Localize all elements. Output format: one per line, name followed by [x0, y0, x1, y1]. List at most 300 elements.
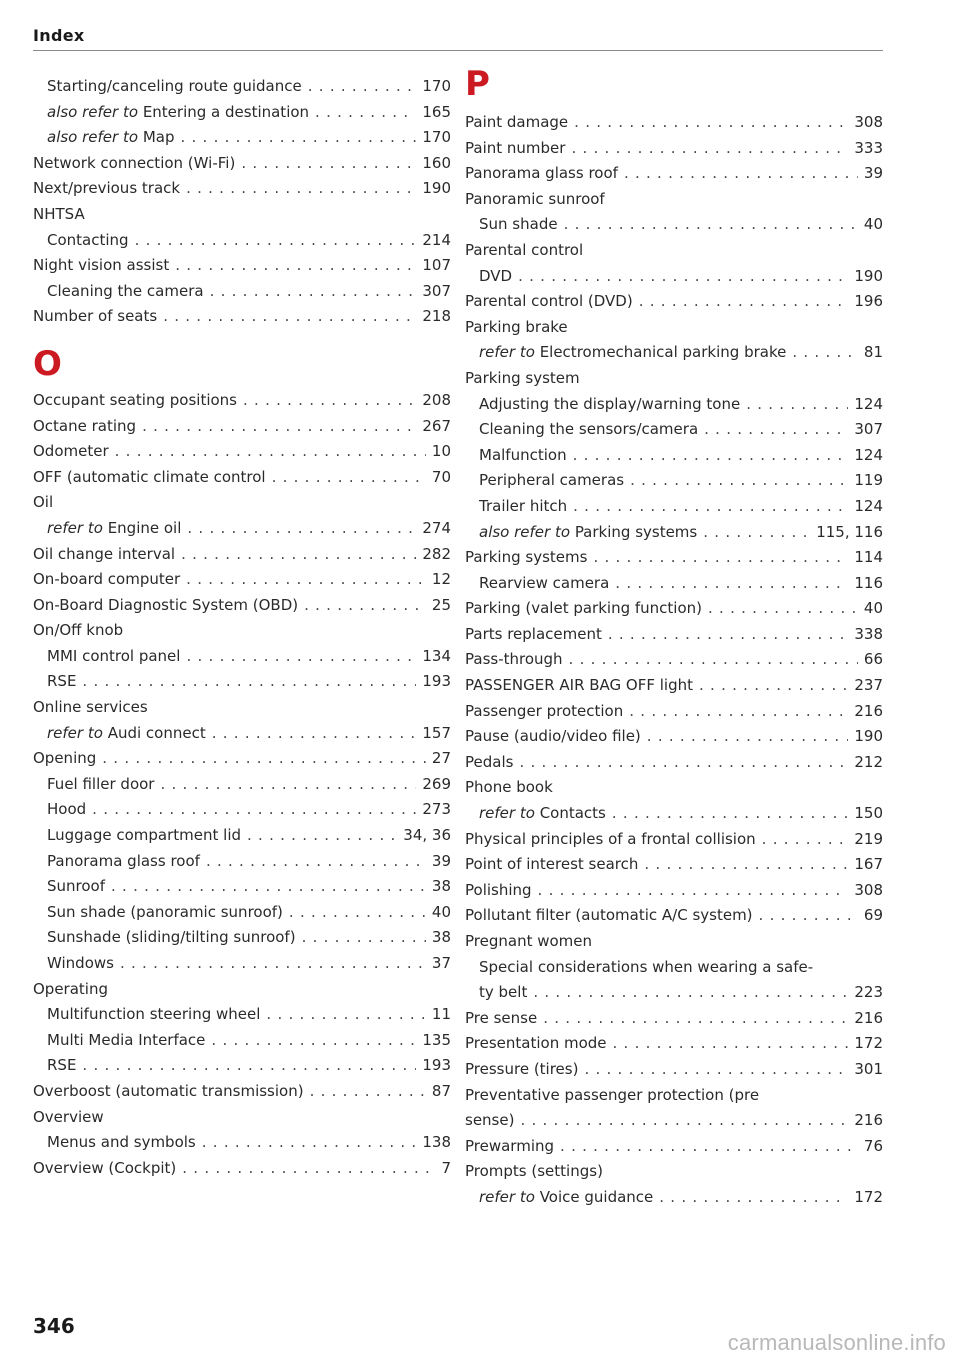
page-reference: 116	[854, 573, 883, 592]
index-term: Number of seats	[33, 307, 158, 326]
index-term: Pause (audio/video file)	[465, 727, 641, 746]
page-reference: 218	[422, 307, 451, 326]
cross-reference-label: refer to	[479, 1187, 535, 1206]
index-heading	[465, 929, 883, 955]
dot-leader	[564, 212, 858, 238]
page-reference: 282	[422, 544, 451, 563]
dot-leader	[243, 388, 416, 414]
index-entry	[33, 925, 451, 951]
index-heading	[33, 202, 451, 228]
cross-reference-target: Entering a destination	[142, 102, 310, 121]
index-entry	[465, 699, 883, 725]
page-reference: 170	[422, 128, 451, 147]
index-entry	[465, 724, 883, 750]
page-reference: 81	[863, 343, 883, 362]
dot-leader	[519, 750, 848, 776]
index-entry	[33, 1156, 451, 1182]
dot-leader	[630, 468, 848, 494]
dot-leader	[102, 746, 426, 772]
index-entry	[465, 647, 883, 673]
dot-leader	[247, 823, 397, 849]
page-reference: 12	[431, 570, 451, 589]
index-term: Parental control (DVD)	[465, 292, 633, 311]
index-entry	[33, 439, 451, 465]
index-term: Polishing	[465, 880, 532, 899]
index-entry	[33, 414, 451, 440]
index-term: Point of interest search	[465, 855, 639, 874]
index-entry	[465, 1006, 883, 1032]
page-reference: 87	[431, 1081, 451, 1100]
index-term: ty belt	[479, 983, 528, 1002]
index-entry	[33, 1130, 451, 1156]
dot-leader	[160, 772, 416, 798]
dot-leader	[272, 465, 426, 491]
dot-leader	[181, 542, 416, 568]
index-entry	[465, 392, 883, 418]
page-reference: 216	[854, 701, 883, 720]
index-entry	[465, 750, 883, 776]
page-reference: 107	[422, 256, 451, 275]
index-entry	[33, 74, 451, 100]
header-divider	[33, 50, 883, 51]
index-entry	[465, 340, 883, 366]
index-entry	[465, 801, 883, 827]
dot-leader	[186, 176, 416, 202]
index-term: Preventative passenger protection (pre	[465, 1085, 760, 1104]
page-reference: 308	[854, 113, 883, 131]
index-term: Sun shade	[479, 215, 558, 234]
index-term: Overview	[33, 1107, 104, 1126]
page-reference: 216	[854, 1111, 883, 1130]
page-reference: 25	[431, 595, 451, 614]
page-reference: 165	[422, 102, 451, 121]
index-entry	[33, 567, 451, 593]
dot-leader	[175, 253, 416, 279]
page-reference: 124	[854, 394, 883, 413]
index-term: Prewarming	[465, 1136, 555, 1155]
index-entry	[33, 176, 451, 202]
index-entry	[465, 161, 883, 187]
index-term: Trailer hitch	[479, 496, 568, 515]
index-term: Opening	[33, 749, 97, 768]
dot-leader	[520, 1108, 848, 1134]
dot-leader	[762, 827, 849, 853]
index-term: Panorama glass roof	[465, 164, 618, 183]
index-entry	[465, 468, 883, 494]
index-term	[479, 340, 786, 366]
index-term: Pass-through	[465, 650, 563, 669]
index-term: sense)	[465, 1111, 515, 1130]
index-term: On-board computer	[33, 570, 181, 589]
index-term: Oil change interval	[33, 544, 176, 563]
dot-leader	[163, 304, 416, 330]
index-term: Parking systems	[465, 548, 588, 567]
page-reference: 39	[431, 851, 451, 870]
index-heading	[465, 187, 883, 213]
index-entry	[465, 1031, 883, 1057]
index-entry	[33, 644, 451, 670]
index-entry	[33, 900, 451, 926]
page-reference: 333	[854, 138, 883, 157]
index-entry	[33, 388, 451, 414]
index-term: Cleaning the camera	[47, 281, 204, 300]
page-reference: 37	[431, 954, 451, 972]
page-reference: 223	[854, 983, 883, 1002]
page-reference: 307	[422, 281, 451, 300]
index-term: Operating	[33, 979, 108, 998]
page-reference: 208	[422, 390, 451, 409]
index-entry	[33, 304, 451, 330]
page-reference: 76	[863, 1136, 883, 1155]
dot-leader	[613, 1031, 849, 1057]
index-entry	[465, 1108, 883, 1134]
index-term	[479, 1185, 653, 1211]
page-reference: 193	[422, 1056, 451, 1075]
index-entry	[33, 125, 451, 151]
index-entry	[465, 980, 883, 1006]
index-heading	[465, 775, 883, 801]
index-term: Parking (valet parking function)	[465, 599, 703, 618]
page-number: 346	[33, 1314, 75, 1338]
watermark: carmanualsonline.info	[727, 1330, 946, 1355]
page-reference: 157	[422, 723, 451, 742]
dot-leader	[180, 125, 416, 151]
dot-leader	[211, 1028, 416, 1054]
page-reference: 307	[854, 420, 883, 439]
index-term: Paint damage	[465, 113, 569, 131]
index-term: Panoramic sunroof	[465, 189, 605, 208]
dot-leader	[135, 228, 417, 254]
index-entry	[465, 545, 883, 571]
page-reference: 138	[422, 1133, 451, 1152]
page-reference: 273	[422, 800, 451, 819]
index-term	[47, 125, 174, 151]
dot-leader	[186, 644, 416, 670]
index-term: Cleaning the sensors/camera	[479, 420, 699, 439]
index-term: Windows	[47, 954, 114, 972]
page-reference: 196	[854, 292, 883, 311]
dot-leader	[92, 797, 416, 823]
index-entry	[33, 1002, 451, 1028]
index-entry	[33, 797, 451, 823]
dot-leader	[206, 849, 426, 875]
dot-leader	[82, 669, 416, 695]
dot-leader	[704, 417, 848, 443]
index-term: Hood	[47, 800, 87, 819]
page-reference: 172	[854, 1034, 883, 1053]
dot-leader	[639, 289, 849, 315]
index-heading	[33, 490, 451, 516]
dot-leader	[212, 721, 417, 747]
dot-leader	[659, 1185, 848, 1211]
dot-leader	[647, 724, 849, 750]
index-entry	[33, 1079, 451, 1105]
dot-leader	[202, 1130, 417, 1156]
index-entry	[465, 878, 883, 904]
page-reference: 237	[854, 676, 883, 695]
index-entry	[33, 253, 451, 279]
index-entry	[33, 823, 451, 849]
index-entry	[465, 596, 883, 622]
index-entry	[33, 951, 451, 977]
index-entry	[33, 746, 451, 772]
index-term: Rearview camera	[479, 573, 610, 592]
index-term: Pedals	[465, 752, 514, 771]
page-reference: 274	[422, 518, 451, 537]
dot-leader	[111, 874, 426, 900]
dot-leader	[608, 622, 849, 648]
dot-leader	[615, 571, 848, 597]
index-entry	[33, 279, 451, 305]
index-entry	[465, 571, 883, 597]
index-term: Sun shade (panoramic sunroof)	[47, 902, 283, 921]
dot-leader	[746, 392, 848, 418]
index-entry	[33, 516, 451, 542]
cross-reference-target: Map	[142, 128, 175, 147]
dot-leader	[573, 443, 849, 469]
page-reference: 172	[854, 1187, 883, 1206]
index-entry	[33, 465, 451, 491]
index-term: Parking brake	[465, 317, 568, 336]
index-term: Phone book	[465, 778, 553, 797]
dot-leader	[699, 673, 848, 699]
index-term: Pre sense	[465, 1008, 538, 1027]
page-reference: 7	[441, 1158, 451, 1177]
index-entry	[465, 443, 883, 469]
index-term: Next/previous track	[33, 179, 181, 198]
cross-reference-label: refer to	[47, 518, 103, 537]
dot-leader	[574, 110, 848, 136]
index-heading	[33, 618, 451, 644]
dot-leader	[302, 925, 426, 951]
page-reference: 124	[854, 445, 883, 464]
index-term: Starting/canceling route guidance	[47, 77, 302, 95]
page-reference: 38	[431, 928, 451, 947]
index-entry	[465, 520, 883, 546]
dot-leader	[703, 520, 810, 546]
index-heading	[465, 1159, 883, 1185]
index-term	[47, 100, 309, 126]
dot-leader	[304, 593, 426, 619]
index-section-letter: O	[33, 343, 62, 384]
cross-reference-target: Audi connect	[107, 723, 206, 742]
index-entry	[465, 1057, 883, 1083]
page-reference: 214	[422, 230, 451, 249]
dot-leader	[624, 161, 858, 187]
page-reference: 308	[854, 880, 883, 899]
index-term: Pollutant filter (automatic A/C system)	[465, 906, 753, 925]
index-term: Luggage compartment lid	[47, 826, 242, 845]
index-term: Presentation mode	[465, 1034, 607, 1053]
index-term	[479, 801, 606, 827]
cross-reference-label: also refer to	[479, 522, 571, 541]
dot-leader	[533, 980, 848, 1006]
index-term	[47, 721, 206, 747]
index-term: Odometer	[33, 442, 109, 461]
index-term: Occupant seating positions	[33, 390, 237, 409]
index-term: Pressure (tires)	[465, 1059, 579, 1078]
index-column-left	[33, 74, 451, 1181]
page-reference: 150	[854, 804, 883, 823]
index-term: RSE	[47, 672, 77, 691]
page-reference: 119	[854, 471, 883, 490]
dot-leader	[115, 439, 426, 465]
dot-leader	[612, 801, 848, 827]
page-reference: 34, 36	[403, 826, 451, 845]
index-term: Multi Media Interface	[47, 1030, 206, 1049]
index-entry	[33, 1053, 451, 1079]
page-reference: 216	[854, 1008, 883, 1027]
dot-leader	[708, 596, 858, 622]
index-entry	[465, 852, 883, 878]
index-entry	[465, 136, 883, 162]
index-term: PASSENGER AIR BAG OFF light	[465, 676, 694, 695]
index-term: Overboost (automatic transmission)	[33, 1081, 304, 1100]
index-term: Physical principles of a frontal collision	[465, 829, 756, 848]
index-entry	[33, 1028, 451, 1054]
page-reference: 190	[854, 727, 883, 746]
page-reference: 212	[854, 752, 883, 771]
page-reference: 269	[422, 774, 451, 793]
index-term: MMI control panel	[47, 646, 181, 665]
index-term: Sunroof	[47, 877, 106, 896]
index-entry	[33, 100, 451, 126]
index-entry	[33, 874, 451, 900]
cross-reference-target: Parking systems	[574, 522, 698, 541]
page-reference: 66	[863, 650, 883, 669]
cross-reference-label: also refer to	[47, 128, 139, 147]
index-entry	[465, 494, 883, 520]
dot-leader	[82, 1053, 416, 1079]
dot-leader	[759, 903, 858, 929]
index-term: Parental control	[465, 240, 584, 259]
index-entry	[33, 772, 451, 798]
page-reference: 114	[854, 548, 883, 567]
index-entry	[465, 212, 883, 238]
page-reference: 40	[431, 902, 451, 921]
page-reference: 38	[431, 877, 451, 896]
index-heading	[465, 315, 883, 341]
dot-leader	[560, 1134, 858, 1160]
page-reference: 219	[854, 829, 883, 848]
page-reference: 193	[422, 672, 451, 691]
cross-reference-label: also refer to	[47, 102, 139, 121]
index-term: Online services	[33, 698, 148, 717]
index-term: Contacting	[47, 230, 129, 249]
dot-leader	[593, 545, 848, 571]
dot-leader	[187, 516, 416, 542]
dot-leader	[120, 951, 426, 977]
index-section-letter: P	[465, 64, 490, 104]
page-reference: 70	[431, 467, 451, 486]
page-reference: 27	[431, 749, 451, 768]
index-term: Parts replacement	[465, 624, 602, 643]
index-term: Fuel filler door	[47, 774, 155, 793]
dot-leader	[571, 136, 848, 162]
index-term: NHTSA	[33, 204, 85, 223]
index-entry	[33, 721, 451, 747]
index-term	[47, 516, 181, 542]
index-term: Peripheral cameras	[479, 471, 625, 490]
index-entry	[465, 622, 883, 648]
page-reference: 39	[863, 164, 883, 183]
dot-leader	[584, 1057, 848, 1083]
dot-leader	[210, 279, 417, 305]
dot-leader	[538, 878, 849, 904]
page-reference: 190	[854, 266, 883, 285]
page-reference: 115, 116	[816, 522, 883, 541]
page-reference: 167	[854, 855, 883, 874]
index-entry	[465, 1185, 883, 1211]
index-column-right	[465, 64, 883, 1211]
cross-reference-target: Voice guidance	[539, 1187, 654, 1206]
index-entry	[33, 849, 451, 875]
index-term: Malfunction	[479, 445, 567, 464]
index-term: Octane rating	[33, 416, 137, 435]
cross-reference-target: Electromechanical parking brake	[539, 343, 787, 362]
index-heading	[33, 977, 451, 1003]
page-reference: 11	[431, 1005, 451, 1024]
cross-reference-target: Contacts	[539, 804, 606, 823]
dot-leader	[142, 414, 416, 440]
index-entry	[33, 593, 451, 619]
index-heading	[465, 238, 883, 264]
index-term: Pregnant women	[465, 932, 593, 950]
index-term: Oil	[33, 493, 54, 512]
index-heading	[33, 695, 451, 721]
index-term: Special considerations when wearing a safe-	[479, 957, 814, 976]
page-reference: 10	[431, 442, 451, 461]
dot-leader	[315, 100, 416, 126]
dot-leader	[629, 699, 848, 725]
dot-leader	[310, 1079, 426, 1105]
page-reference: 40	[863, 599, 883, 618]
page-reference: 190	[422, 179, 451, 198]
index-term: Sunshade (sliding/tilting sunroof)	[47, 928, 296, 947]
index-entry	[465, 264, 883, 290]
dot-leader	[518, 264, 848, 290]
index-term: Passenger protection	[465, 701, 624, 720]
index-entry	[33, 151, 451, 177]
dot-leader	[289, 900, 426, 926]
index-term: Paint number	[465, 138, 566, 157]
index-term: Parking system	[465, 368, 580, 387]
dot-leader	[644, 852, 848, 878]
index-heading	[465, 366, 883, 392]
dot-leader	[792, 340, 858, 366]
index-term: DVD	[479, 266, 513, 285]
index-entry	[465, 903, 883, 929]
page-reference: 267	[422, 416, 451, 435]
page-header-title: Index	[33, 26, 85, 45]
page-reference: 124	[854, 496, 883, 515]
cross-reference-label: refer to	[479, 343, 535, 362]
index-entry	[465, 673, 883, 699]
page-reference: 135	[422, 1030, 451, 1049]
page-reference: 134	[422, 646, 451, 665]
index-term: OFF (automatic climate control	[33, 467, 266, 486]
index-entry	[465, 110, 883, 136]
dot-leader	[241, 151, 416, 177]
index-entry	[465, 289, 883, 315]
index-term	[479, 520, 697, 546]
index-heading	[33, 1105, 451, 1131]
index-term: Network connection (Wi-Fi)	[33, 153, 236, 172]
index-term: Multifunction steering wheel	[47, 1005, 261, 1024]
index-term: Overview (Cockpit)	[33, 1158, 177, 1177]
index-entry	[465, 417, 883, 443]
cross-reference-label: refer to	[47, 723, 103, 742]
